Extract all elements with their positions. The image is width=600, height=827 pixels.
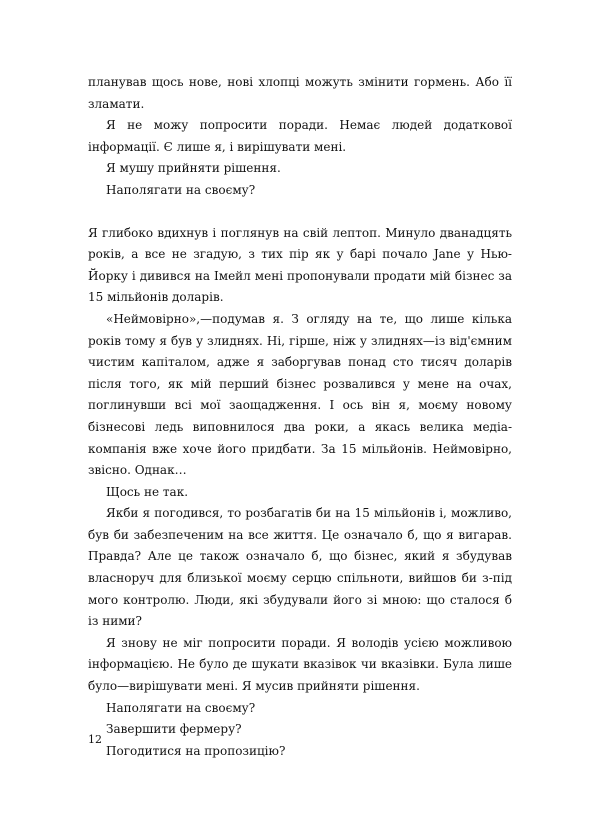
paragraph: «Неймовірно»,—подумав я. З огляду на те, що лише кілька років тому я був у злиднях. Ні, гірше, ніж у злиднях—із від'ємним чистим капіталом, адже я заборгував понад сто тисяч доларів після того, як мій перший бізнес розвалився у мене на очах, поглинувши всі мої заощадження. І ось він я, моєму новому бізнесові ледь виповнилося два роки, а якась велика медіа-компанія вже хоче його придбати. За 15 мільйонів. Неймовірно, звісно. Однак… bbox=[88, 311, 512, 478]
paragraph: Я не можу попросити поради. Немає людей додаткової інформації. Є лише я, і вирішувати мені. bbox=[88, 118, 512, 154]
page-number: 12 bbox=[88, 733, 102, 746]
section-break bbox=[88, 202, 512, 223]
paragraph: Наполягати на своєму? bbox=[106, 700, 256, 715]
paragraph: Погодитися на пропозицію? bbox=[106, 743, 286, 758]
page-body bbox=[88, 72, 512, 762]
paragraph: планував щось нове, нові хлопці можуть змінити гормень. Або її зламати. bbox=[88, 75, 512, 111]
section-bottom bbox=[88, 223, 512, 763]
paragraph: Якби я погодився, то розбагатів би на 15 мільйонів і, можливо, був би забезпеченим на все життя. Це означало б, що я вигарав. Правда? Але це також означало б, що бізнес, який я збудував власноруч для близької моєму серцю спільноти, вийшов би з-під мого контролю. Люди, які збудували його зі мною: що сталося б із ними? bbox=[88, 506, 512, 629]
section-top bbox=[88, 72, 512, 202]
paragraph: Завершити фермеру? bbox=[106, 722, 242, 737]
paragraph: Я мушу прийняти рішення. bbox=[106, 161, 281, 176]
paragraph: Я знову не міг попросити поради. Я володів усією можливою інформацією. Не було де шукати вказівок чи вказівки. Була лише було—вирішувати мені. Я мусив прийняти рішення. bbox=[88, 635, 512, 694]
paragraph: Наполягати на своєму? bbox=[106, 182, 256, 197]
paragraph: Я глибоко вдихнув і поглянув на свій лептоп. Минуло дванадцять років, а все не згадую, з тих пір як у барі почало Jane у Нью-Йорку і дивився на Імейл мені пропонували продати мій бізнес за 15 мільйонів доларів. bbox=[88, 225, 512, 305]
paragraph: Щось не так. bbox=[106, 484, 189, 499]
